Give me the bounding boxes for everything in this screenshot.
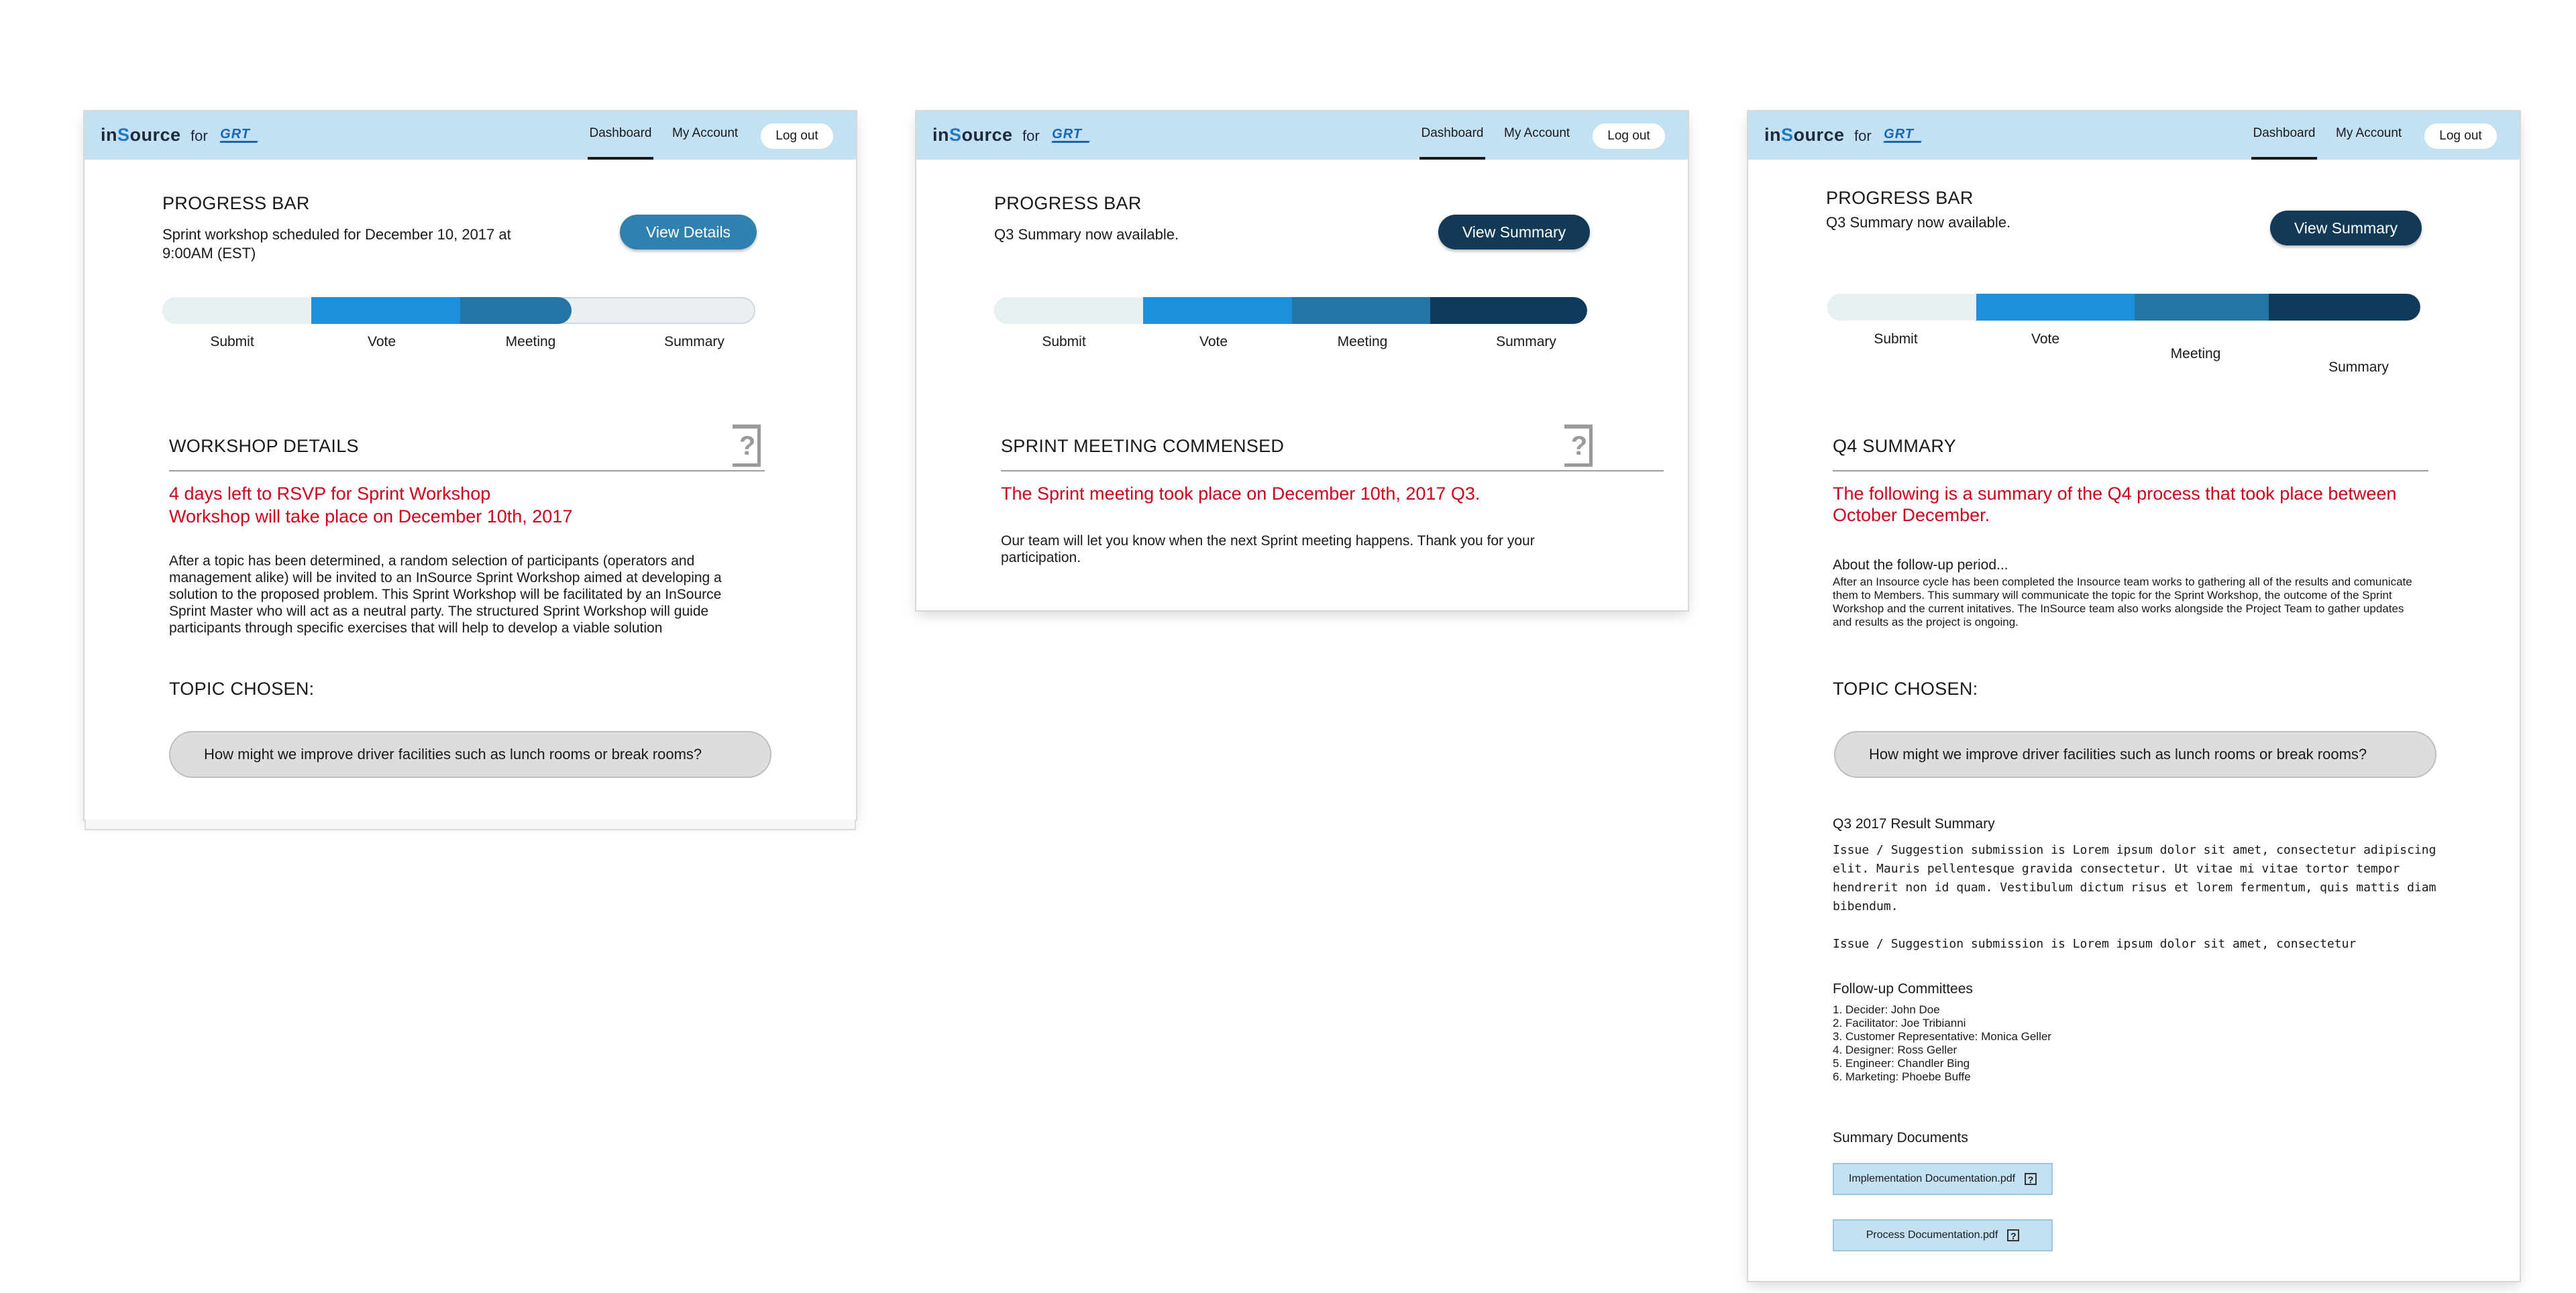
summary-documents-heading: Summary Documents <box>1833 1130 1968 1145</box>
progress-segment-submit <box>162 297 311 324</box>
dashboard-screen-meeting <box>916 111 1688 610</box>
section-divider <box>169 470 765 471</box>
brand-for-text: for <box>1854 127 1872 144</box>
about-follow-up-body: After an Insource cycle has been completed the Insource team works to gathering all of the results and comunicate them to Members. This summary will communicate the topic for the Sprint Workshop, the outcome of the Sprint Workshop and the current initatives. The InSource team also works alongside the Project Team to gather updates and results as the project is ongoing. <box>1833 575 2412 628</box>
progress-segment-meeting <box>1292 297 1430 324</box>
process-documentation-button[interactable] <box>1833 1219 2053 1251</box>
result-paragraph-2: Issue / Suggestion submission is Lorem ipsum dolor sit amet, consectetur <box>1833 937 2357 951</box>
rsvp-alert-line-2: Workshop will take place on December 10th, 2017 <box>169 506 573 526</box>
committee-item: 1. Decider: John Doe <box>1833 1003 1940 1016</box>
rsvp-alert-line-1: 4 days left to RSVP for Sprint Workshop <box>169 484 491 504</box>
progress-track <box>1827 294 2420 321</box>
progress-bar-title: PROGRESS BAR <box>994 193 1142 213</box>
progress-segment-vote <box>1976 294 2135 321</box>
progress-track <box>994 297 1587 324</box>
progress-bar-title: PROGRESS BAR <box>162 193 310 213</box>
step-label-summary: Summary <box>2328 359 2389 375</box>
topic-chosen-label: TOPIC CHOSEN: <box>169 679 315 699</box>
topic-pill: How might we improve driver facilities such as lunch rooms or break rooms? <box>1834 731 2436 778</box>
committee-item: 6. Marketing: Phoebe Buffe <box>1833 1070 1971 1083</box>
summary-alert-line-2: October December. <box>1833 505 1990 525</box>
step-label-vote: Vote <box>367 334 396 349</box>
meeting-alert: The Sprint meeting took place on December 10th, 2017 Q3. <box>1001 484 1481 504</box>
step-label-submit: Submit <box>1874 331 1918 347</box>
q4-summary-heading: Q4 SUMMARY <box>1833 436 1957 456</box>
question-mark-document-icon[interactable] <box>1562 424 1593 467</box>
document-name: Process Documentation.pdf <box>1866 1229 1998 1241</box>
progress-status-text: Q3 Summary now available. <box>1826 214 2011 231</box>
dashboard-screen-workshop <box>85 111 856 820</box>
top-nav <box>85 111 856 160</box>
view-summary-button[interactable]: View Summary <box>1438 215 1590 249</box>
committee-item: 5. Engineer: Chandler Bing <box>1833 1057 1970 1070</box>
progress-segment-vote <box>311 297 460 324</box>
view-summary-button[interactable]: View Summary <box>2270 211 2422 245</box>
about-follow-up-heading: About the follow-up period... <box>1833 557 2008 573</box>
svg-text:?: ? <box>739 431 756 461</box>
topic-chosen-label: TOPIC CHOSEN: <box>1833 679 1978 699</box>
section-divider <box>1001 470 1664 471</box>
step-label-summary: Summary <box>664 334 724 349</box>
topic-pill: How might we improve driver facilities such as lunch rooms or break rooms? <box>169 731 771 778</box>
implementation-documentation-button[interactable] <box>1833 1163 2053 1195</box>
progress-segment-meeting <box>460 297 572 324</box>
grt-logo: GRT <box>1052 127 1089 143</box>
grt-logo: GRT <box>1884 127 1921 143</box>
step-label-vote: Vote <box>2031 331 2060 347</box>
dashboard-screen-summary <box>1748 111 2520 1281</box>
nav-tab-dashboard[interactable]: Dashboard <box>1419 111 1485 160</box>
summary-alert-line-1: The following is a summary of the Q4 process that took place between <box>1833 484 2397 504</box>
nav-tab-dashboard[interactable]: Dashboard <box>588 111 653 160</box>
progress-segment-submit <box>1827 294 1976 321</box>
workshop-description: After a topic has been determined, a random selection of participants (operators and management alike) will be invited to an InSource Sprint Workshop aimed at developing a solution to the proposed problem. This Sprint Workshop will be facilitated by an InSource Sprint Master who will act as a neutral party. The structured Sprint Workshop will guide participants through specific exercises that will help to develop a viable solution <box>169 553 722 636</box>
nav-tab-my-account[interactable]: My Account <box>672 126 739 140</box>
committee-item: 4. Designer: Ross Geller <box>1833 1044 1957 1056</box>
question-mark-document-icon[interactable] <box>730 424 761 467</box>
progress-segment-summary <box>1430 297 1587 324</box>
committees-heading: Follow-up Committees <box>1833 981 1973 997</box>
sprint-meeting-heading: SPRINT MEETING COMMENSED <box>1001 436 1285 456</box>
section-divider <box>1833 470 2428 471</box>
step-label-meeting: Meeting <box>1337 334 1388 349</box>
insource-logo[interactable]: inSource for GRT <box>1764 125 1921 149</box>
logout-button[interactable]: Log out <box>2424 123 2497 149</box>
progress-segment-summary <box>2269 294 2420 321</box>
brand-for-text: for <box>1022 127 1040 144</box>
progress-segment-vote <box>1143 297 1292 324</box>
nav-tab-my-account[interactable]: My Account <box>1504 126 1570 140</box>
top-nav <box>1748 111 2520 160</box>
workshop-details-heading: WORKSHOP DETAILS <box>169 436 359 456</box>
step-label-submit: Submit <box>1042 334 1086 349</box>
question-mark-document-icon: ? <box>2025 1173 2037 1185</box>
logout-button[interactable]: Log out <box>761 123 833 149</box>
step-label-summary: Summary <box>1496 334 1556 349</box>
committee-item: 2. Facilitator: Joe Tribianni <box>1833 1017 1966 1029</box>
brand-for-text: for <box>191 127 208 144</box>
progress-status-text: Q3 Summary now available. <box>994 226 1179 243</box>
view-details-button[interactable]: View Details <box>620 215 757 249</box>
step-label-submit: Submit <box>210 334 254 349</box>
document-name: Implementation Documentation.pdf <box>1848 1173 2016 1184</box>
nav-tab-dashboard[interactable]: Dashboard <box>2251 111 2317 160</box>
logout-button[interactable]: Log out <box>1593 123 1665 149</box>
result-paragraph-1: Issue / Suggestion submission is Lorem ipsum dolor sit amet, consectetur adipiscing elit. Mauris pellentesque gravida consectetur. Ut vitae mi vitae tortor tempor hendrerit non id quam. Vestibulum dictum risus et lorem fermentum, quis mattis diam bibendum. <box>1833 843 2436 913</box>
grt-logo: GRT <box>220 127 258 143</box>
step-label-vote: Vote <box>1199 334 1228 349</box>
progress-bar-title: PROGRESS BAR <box>1826 188 1974 208</box>
committee-item: 3. Customer Representative: Monica Geller <box>1833 1030 2051 1043</box>
question-mark-document-icon: ? <box>2007 1229 2019 1241</box>
step-label-meeting: Meeting <box>2170 346 2221 361</box>
committees-list <box>1833 1003 2051 1084</box>
progress-track <box>162 297 755 324</box>
top-nav <box>916 111 1688 160</box>
svg-text:?: ? <box>1570 431 1588 461</box>
step-label-meeting: Meeting <box>505 334 556 349</box>
result-summary-text <box>1833 841 2450 954</box>
insource-logo[interactable]: inSource for GRT <box>932 125 1089 149</box>
progress-segment-submit <box>994 297 1143 324</box>
progress-segment-meeting <box>2135 294 2269 321</box>
progress-status-text: Sprint workshop scheduled for December 10, 2017 at 9:00AM (EST) <box>162 226 511 262</box>
meeting-body-text: Our team will let you know when the next Sprint meeting happens. Thank you for your participation. <box>1001 533 1535 565</box>
nav-tab-my-account[interactable]: My Account <box>2336 126 2402 140</box>
insource-logo[interactable]: inSource for GRT <box>101 125 258 149</box>
result-summary-heading: Q3 2017 Result Summary <box>1833 816 1995 832</box>
